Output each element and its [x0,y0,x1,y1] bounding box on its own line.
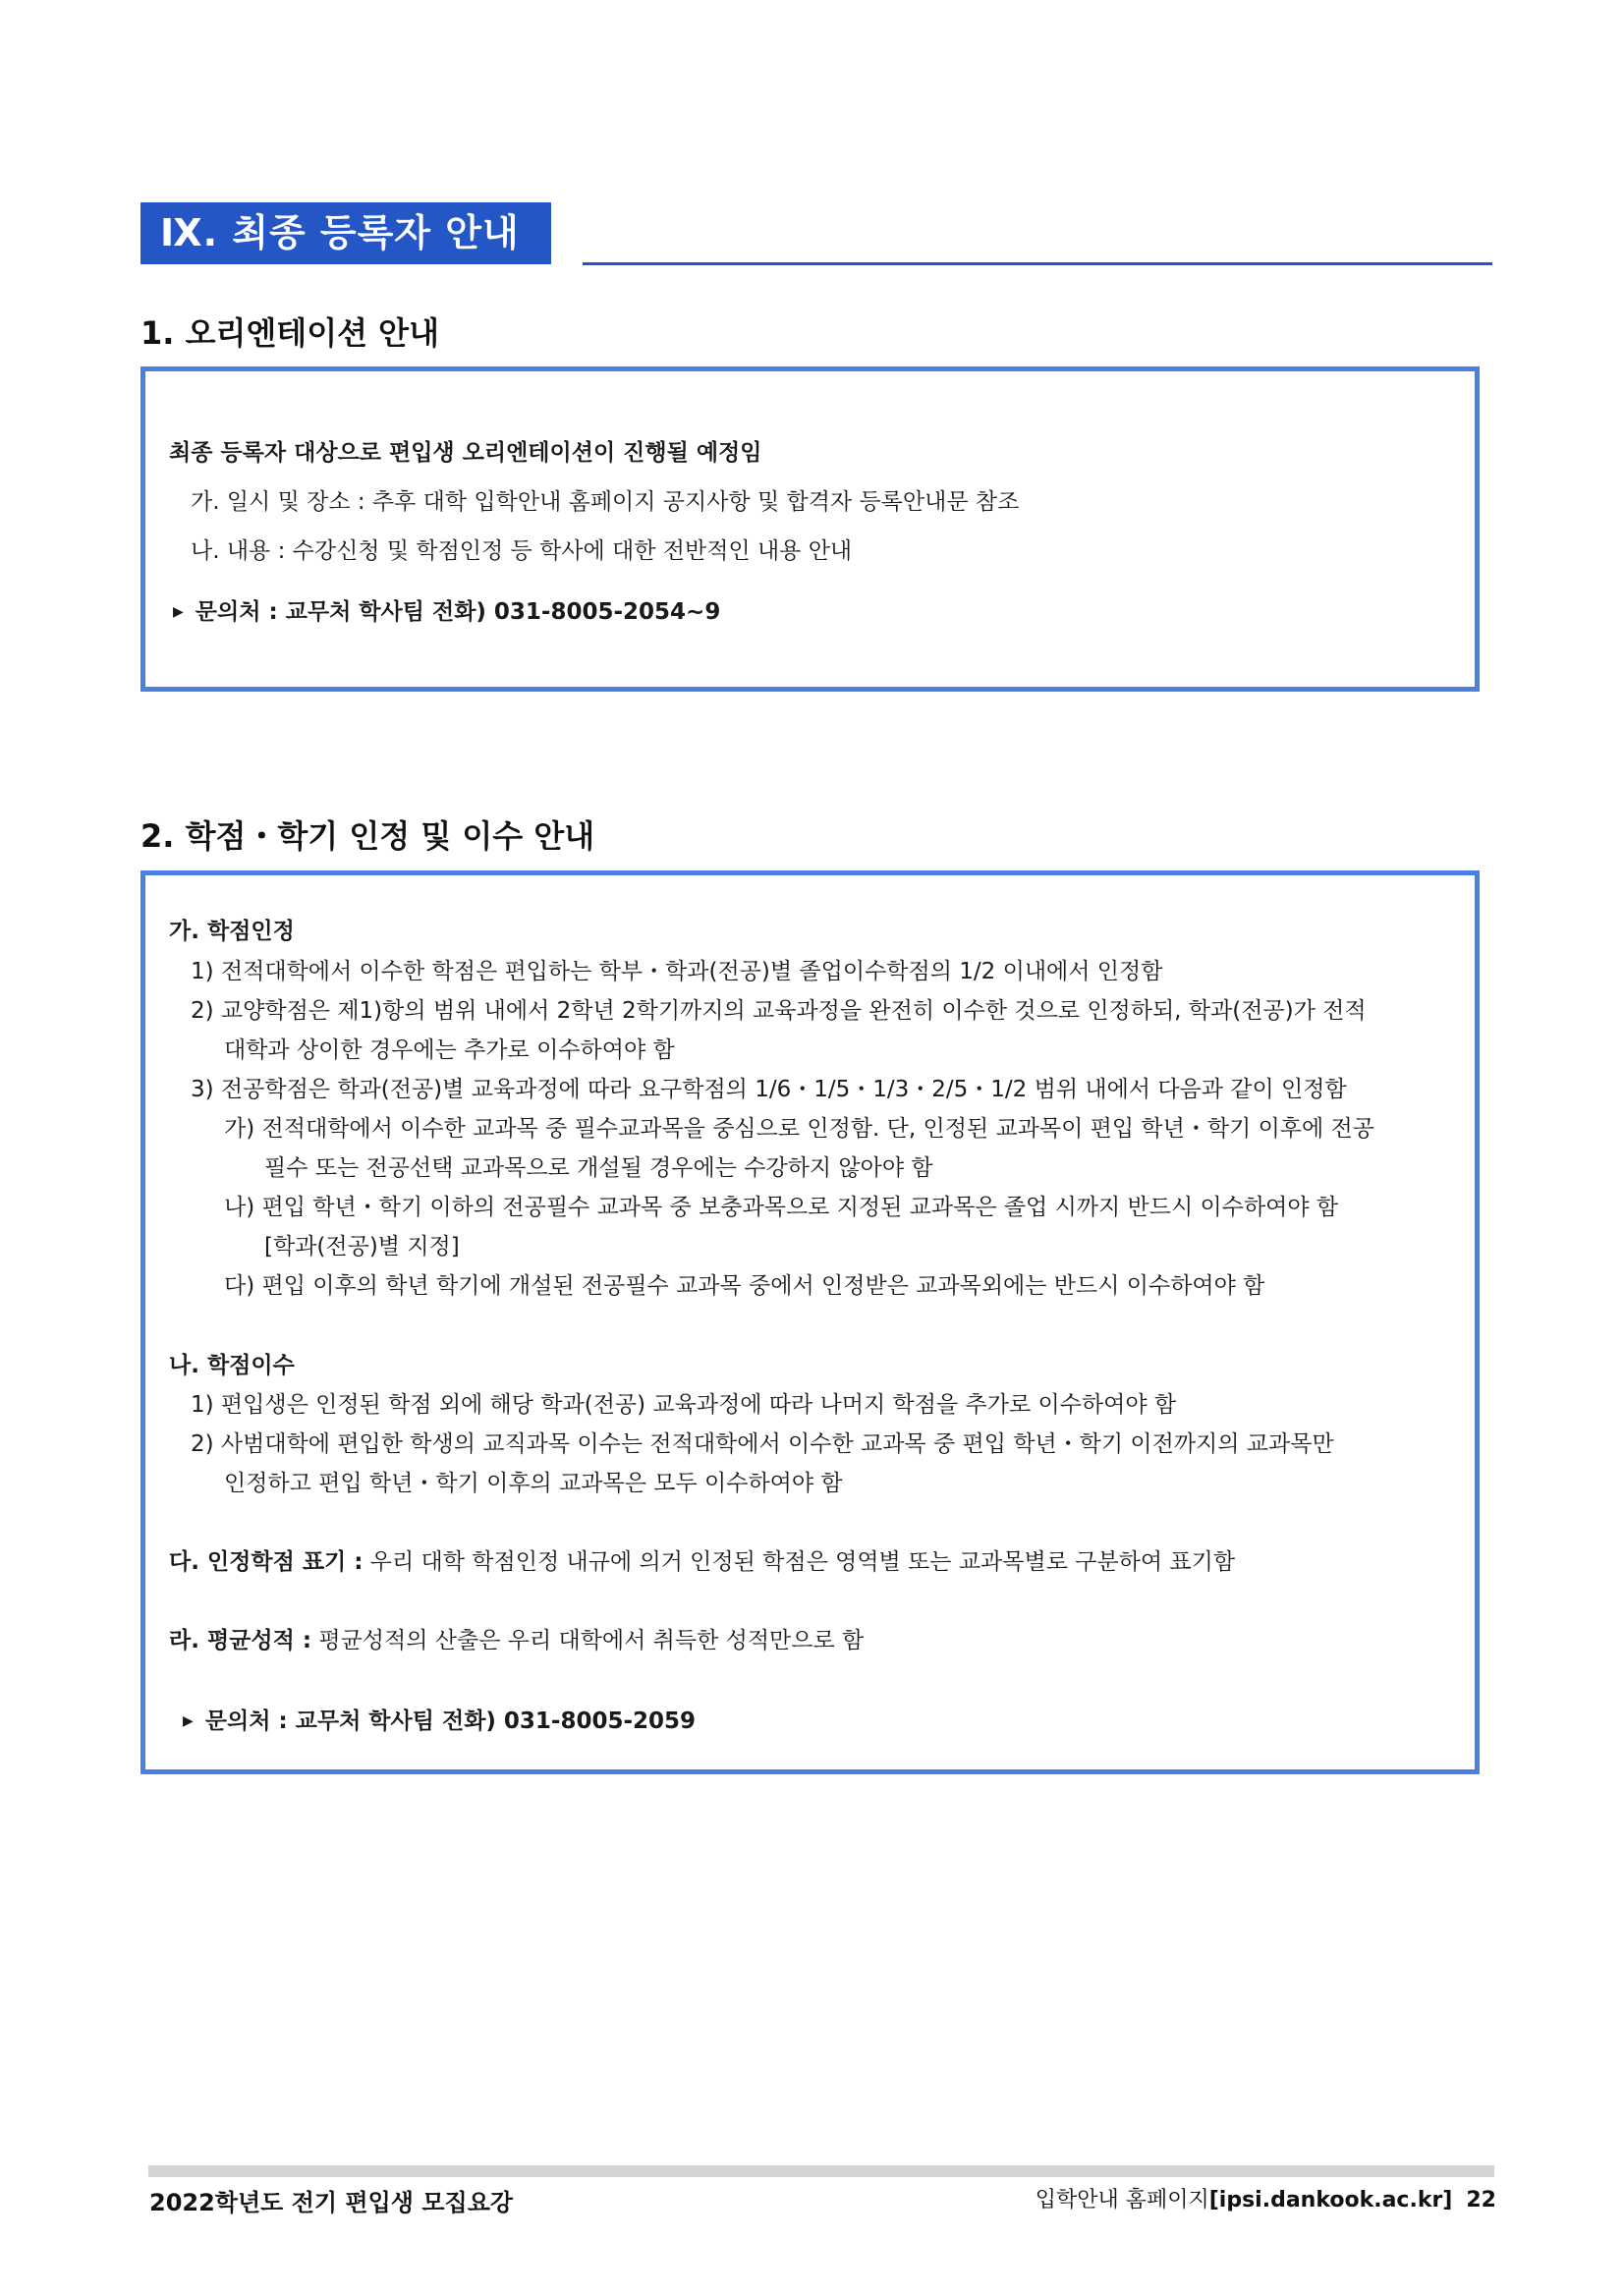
credit-line: 2) 사범대학에 편입한 학생의 교직과목 이수는 전적대학에서 이수한 교과목 중 편입 학년・학기 이전까지의 교과목만 [191,1431,1334,1457]
credit-line: 가) 전적대학에서 이수한 교과목 중 필수교과목을 중심으로 인정함. 단, 인정된 교과목이 편입 학년・학기 이후에 전공 [224,1116,1374,1142]
page-number: 22 [1466,2188,1496,2212]
credit-da [169,1543,1235,1576]
credit-line: 다) 편입 이후의 학년 학기에 개설된 전공필수 교과목 중에서 인정받은 교과목외에는 반드시 이수하여야 함 [224,1273,1265,1299]
credit-da-label: 다. 인정학점 표기 : [169,1549,364,1575]
credit-heading-ga: 가. 학점인정 [169,919,295,944]
credit-line: 필수 또는 전공선택 교과목으로 개설될 경우에는 수강하지 않아야 함 [264,1155,933,1181]
footer-site [1036,2183,1496,2213]
footer-bar [148,2165,1494,2177]
orientation-intro: 최종 등록자 대상으로 편입생 오리엔테이션이 진행될 예정임 [169,440,762,466]
credit-heading-na: 나. 학점이수 [169,1353,295,1378]
orientation-contact [173,593,720,626]
credit-line: 인정하고 편입 학년・학기 이후의 교과목은 모두 이수하여야 함 [224,1471,843,1496]
footer-site-label: 입학안내 홈페이지 [1035,2188,1209,2212]
credit-line: [학과(전공)별 지정] [264,1234,460,1260]
footer-title: 2022학년도 전기 편입생 모집요강 [149,2189,514,2216]
credit-box [140,870,1480,1774]
credit-line: 2) 교양학점은 제1)항의 범위 내에서 2학년 2학기까지의 교육과정을 완전히 이수한 것으로 인정하되, 학과(전공)가 전적 [191,998,1367,1024]
orientation-item-ga: 가. 일시 및 장소 : 추후 대학 입학안내 홈페이지 공지사항 및 합격자 등록안내문 참조 [191,489,1020,515]
orientation-item-na: 나. 내용 : 수강신청 및 학점인정 등 학사에 대한 전반적인 내용 안내 [191,538,853,564]
credit-ra-label: 라. 평균성적 : [169,1628,312,1653]
credit-line: 3) 전공학점은 학과(전공)별 교육과정에 따라 요구학점의 1/6・1/5・1/3・2/5・1/2 범위 내에서 다음과 같이 인정함 [191,1077,1347,1102]
credit-line: 대학과 상이한 경우에는 추가로 이수하여야 함 [224,1037,675,1063]
section-1-title: 1. 오리엔테이션 안내 [140,314,439,352]
credit-da-text: 우리 대학 학점인정 내규에 의거 인정된 학점은 영역별 또는 교과목별로 구분하여 표기함 [363,1549,1236,1575]
credit-line: 1) 전적대학에서 이수한 학점은 편입하는 학부・학과(전공)별 졸업이수학점의 1/2 이내에서 인정함 [191,959,1163,984]
credit-line: 1) 편입생은 인정된 학점 외에 해당 학과(전공) 교육과정에 따라 나머지 학점을 추가로 이수하여야 함 [191,1392,1177,1418]
orientation-box [140,366,1480,692]
credit-ra-text: 평균성적의 산출은 우리 대학에서 취득한 성적만으로 함 [311,1628,865,1653]
footer-site-url: [ipsi.dankook.ac.kr] [1208,2188,1453,2212]
chapter-title: Ⅸ. 최종 등록자 안내 [140,202,551,264]
section-2-title: 2. 학점・학기 인정 및 이수 안내 [140,817,595,855]
triangle-right-icon: ▶ [173,604,184,620]
credit-contact [183,1703,696,1735]
orientation-contact-text: 문의처 : 교무처 학사팀 전화) 031-8005-2054~9 [195,599,721,625]
credit-ra [169,1622,864,1654]
credit-contact-text: 문의처 : 교무처 학사팀 전화) 031-8005-2059 [204,1708,697,1734]
chapter-divider [583,262,1492,265]
credit-line: 나) 편입 학년・학기 이하의 전공필수 교과목 중 보충과목으로 지정된 교과목은 졸업 시까지 반드시 이수하여야 함 [224,1195,1339,1220]
triangle-right-icon: ▶ [183,1713,194,1729]
